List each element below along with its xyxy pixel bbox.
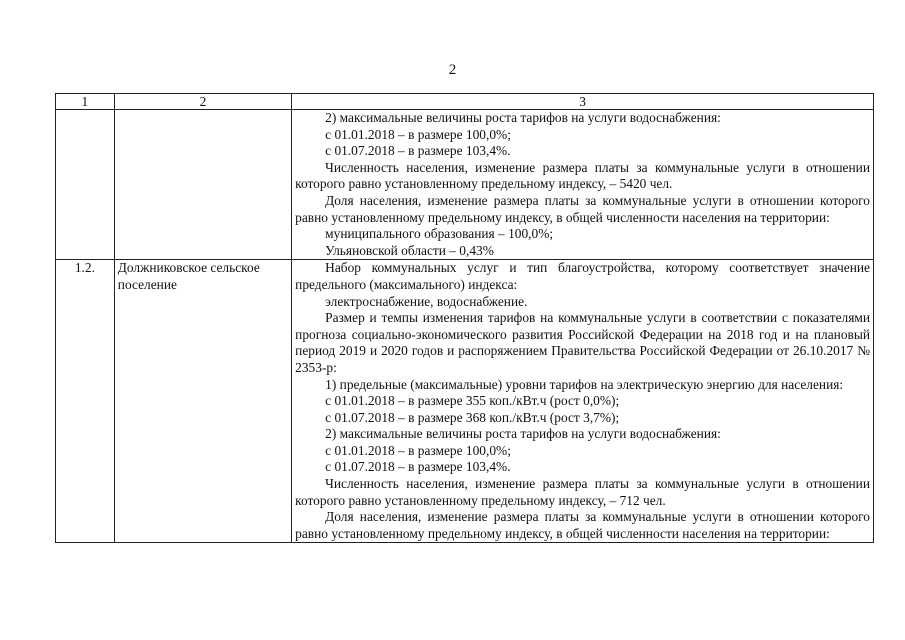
content-lines: [295, 110, 870, 259]
header-cell-2: 2: [114, 94, 291, 110]
page-number: 2: [448, 62, 457, 78]
table-header-row: [56, 94, 874, 110]
settlement-name: Должниковское сельское поселение: [114, 260, 291, 543]
paragraph: муниципального образования – 100,0%;: [325, 226, 554, 242]
paragraph: с 01.01.2018 – в размере 100,0%;: [325, 126, 511, 142]
header-cell-3: 3: [292, 94, 874, 110]
paragraph: Доля населения, изменение размера платы за коммунальные услуги в отношении которого равно установленному предельному индексу, в общей численности населения на территории:: [295, 509, 870, 541]
paragraph: Численность населения, изменение размера платы за коммунальные услуги в отношении которого равно установленному предельному индексу, – 5420 чел.: [295, 159, 870, 192]
paragraph: 2) максимальные величины роста тарифов на услуги водоснабжения:: [325, 110, 721, 125]
number-cell: [56, 110, 115, 260]
paragraph: с 01.07.2018 – в размере 368 коп./кВт.ч (рост 3,7%);: [325, 409, 620, 425]
paragraph: с 01.01.2018 – в размере 100,0%;: [325, 442, 511, 458]
table-row-1-2: [56, 260, 874, 543]
paragraph: с 01.01.2018 – в размере 355 коп./кВт.ч (рост 0,0%);: [325, 393, 620, 409]
content-cell: [292, 110, 874, 260]
paragraph: 2) максимальные величины роста тарифов на услуги водоснабжения:: [325, 426, 721, 442]
paragraph: с 01.07.2018 – в размере 103,4%.: [325, 143, 511, 159]
content-cell: [292, 260, 874, 543]
paragraph: Ульяновской области – 0,43%: [325, 242, 494, 258]
content-lines: [295, 260, 870, 542]
paragraph: Доля населения, изменение размера платы за коммунальные услуги в отношении которого равно установленному предельному индексу, в общей численности населения на территории:: [295, 192, 870, 225]
paragraph: с 01.07.2018 – в размере 103,4%.: [325, 459, 511, 475]
table-row-continuation: [56, 110, 874, 260]
tariff-table: [55, 93, 874, 543]
paragraph: Размер и темпы изменения тарифов на коммунальные услуги в соответствии с показателями прогноза социально-экономического развития Российской Федерации на 2018 год и на плановый период 2019 и 2020 годов и распоряжением Правительства Российской Федерации от 26.10.2017 № 2353-р:: [295, 310, 870, 375]
header-cell-1: 1: [56, 94, 115, 110]
paragraph: электроснабжение, водоснабжение.: [325, 293, 528, 309]
paragraph: 1) предельные (максимальные) уровни тарифов на электрическую энергию для населения:: [325, 376, 844, 392]
paragraph: Набор коммунальных услуг и тип благоустройства, которому соответствует значение предельного (максимального) индекса:: [295, 260, 870, 292]
row-number: 1.2.: [56, 260, 115, 543]
settlement-cell: [114, 110, 291, 260]
paragraph: Численность населения, изменение размера платы за коммунальные услуги в отношении которого равно установленному предельному индексу, – 712 чел.: [295, 476, 870, 508]
